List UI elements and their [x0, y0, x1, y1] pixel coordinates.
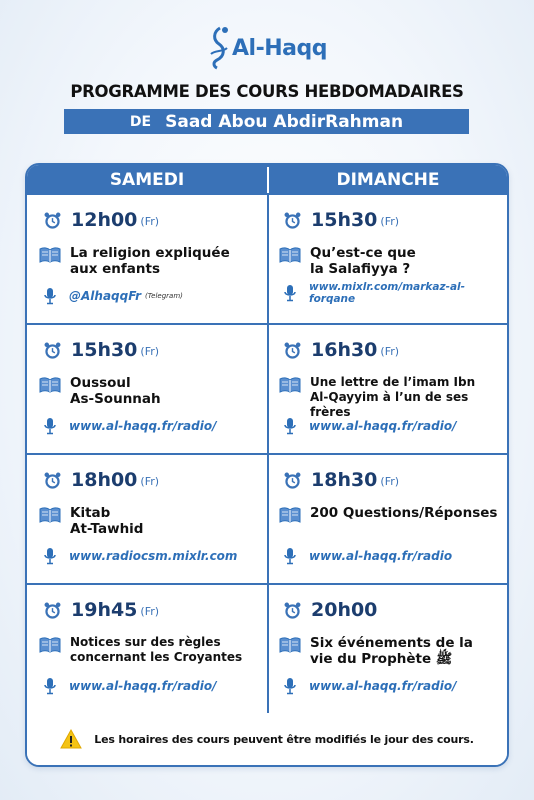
course-link[interactable]: www.radiocsm.mixlr.com	[69, 549, 238, 563]
logo-mark-icon	[207, 24, 233, 70]
microphone-icon	[283, 677, 297, 695]
subtitle-banner	[64, 109, 469, 134]
course-card-dimanche	[267, 455, 507, 585]
course-timezone: (Fr)	[140, 605, 160, 618]
course-title: Oussoul As-Sounnah	[70, 375, 161, 407]
days-header	[27, 165, 507, 195]
course-link[interactable]: @AlhaqqFr	[69, 289, 142, 303]
logo	[0, 22, 534, 74]
course-link-row	[283, 677, 457, 695]
brand-name: Al-Haqq	[232, 36, 327, 61]
course-link[interactable]: www.mixlr.com/markaz-al-forqane	[309, 281, 465, 305]
clock-icon	[43, 211, 62, 230]
clock-icon	[283, 211, 302, 230]
course-link-row	[43, 677, 217, 695]
microphone-icon	[43, 547, 57, 565]
course-card-dimanche	[267, 585, 507, 715]
course-card-dimanche	[267, 195, 507, 325]
course-time-row	[283, 599, 380, 621]
course-time-row	[43, 469, 159, 491]
book-icon	[279, 635, 301, 653]
course-title: Notices sur des règles concernant les Croyantes	[70, 635, 243, 664]
course-timezone: (Fr)	[140, 345, 160, 358]
course-link-row	[43, 417, 217, 435]
course-title-row	[279, 635, 473, 667]
notice-bar	[27, 713, 507, 765]
microphone-icon	[43, 677, 57, 695]
course-card-samedi	[27, 585, 269, 715]
course-card-samedi	[27, 195, 269, 325]
book-icon	[279, 375, 301, 393]
course-time: 20h00	[311, 599, 378, 621]
course-time-row	[43, 339, 159, 361]
clock-icon	[283, 471, 302, 490]
course-time-row	[283, 469, 399, 491]
course-link-row	[43, 287, 183, 305]
book-icon	[39, 635, 61, 653]
course-timezone: (Fr)	[140, 475, 160, 488]
course-time: 15h30	[311, 209, 378, 231]
course-card-samedi	[27, 455, 269, 585]
course-title-row	[39, 375, 161, 407]
course-title: La religion expliquée aux enfants	[70, 245, 230, 277]
course-title-row	[279, 505, 497, 523]
course-title-row	[279, 245, 416, 277]
schedule-board	[25, 163, 509, 767]
clock-icon	[43, 471, 62, 490]
course-time: 15h30	[71, 339, 138, 361]
course-title: Kitab At-Tawhid	[70, 505, 144, 537]
course-link[interactable]: www.al-haqq.fr/radio/	[69, 679, 217, 693]
clock-icon	[283, 601, 302, 620]
course-time-row	[283, 209, 399, 231]
course-link[interactable]: www.al-haqq.fr/radio/	[69, 419, 217, 433]
teacher-name: Saad Abou AbdirRahman	[165, 111, 404, 132]
clock-icon	[43, 341, 62, 360]
course-link-row	[43, 547, 237, 565]
course-time-row	[43, 599, 159, 621]
course-time: 12h00	[71, 209, 138, 231]
book-icon	[279, 245, 301, 263]
course-title: Six événements de la vie du Prophète ﷺ	[310, 635, 473, 667]
clock-icon	[283, 341, 302, 360]
clock-icon	[43, 601, 62, 620]
course-timezone: (Fr)	[380, 215, 400, 228]
day-header-dimanche: DIMANCHE	[336, 170, 440, 190]
course-timezone: (Fr)	[380, 345, 400, 358]
course-timezone: (Fr)	[380, 475, 400, 488]
course-card-dimanche	[267, 325, 507, 455]
book-icon	[39, 375, 61, 393]
book-icon	[39, 505, 61, 523]
page-title: PROGRAMME DES COURS HEBDOMADAIRES	[70, 82, 464, 101]
course-title: 200 Questions/Réponses	[310, 505, 498, 521]
course-title-row	[39, 635, 242, 665]
course-time: 18h30	[311, 469, 378, 491]
course-link[interactable]: www.al-haqq.fr/radio	[309, 549, 453, 563]
course-link[interactable]: www.al-haqq.fr/radio/	[309, 679, 457, 693]
microphone-icon	[283, 417, 297, 435]
link-note: (Telegram)	[145, 292, 183, 300]
course-title-row	[39, 245, 230, 277]
course-timezone: (Fr)	[140, 215, 160, 228]
microphone-icon	[283, 284, 297, 302]
book-icon	[279, 505, 301, 523]
book-icon	[39, 245, 61, 263]
course-link-row	[283, 417, 457, 435]
course-time-row	[283, 339, 399, 361]
day-header-samedi: SAMEDI	[109, 170, 185, 190]
course-title-row	[279, 375, 507, 420]
microphone-icon	[43, 417, 57, 435]
warning-icon	[60, 729, 82, 749]
notice-text: Les horaires des cours peuvent être modifiés le jour des cours.	[94, 732, 474, 746]
course-link[interactable]: www.al-haqq.fr/radio/	[309, 419, 457, 433]
course-title-row	[39, 505, 143, 537]
subtitle-prefix: DE	[129, 113, 152, 130]
course-title: Qu’est-ce que la Salafiyya ?	[310, 245, 416, 277]
course-link-row	[283, 281, 507, 305]
course-time: 16h30	[311, 339, 378, 361]
microphone-icon	[43, 287, 57, 305]
microphone-icon	[283, 547, 297, 565]
course-link-row	[283, 547, 452, 565]
course-title: Une lettre de l’imam Ibn Al-Qayyim à l’un de ses frères	[310, 375, 476, 419]
course-time: 19h45	[71, 599, 138, 621]
course-card-samedi	[27, 325, 269, 455]
course-time: 18h00	[71, 469, 138, 491]
course-time-row	[43, 209, 159, 231]
